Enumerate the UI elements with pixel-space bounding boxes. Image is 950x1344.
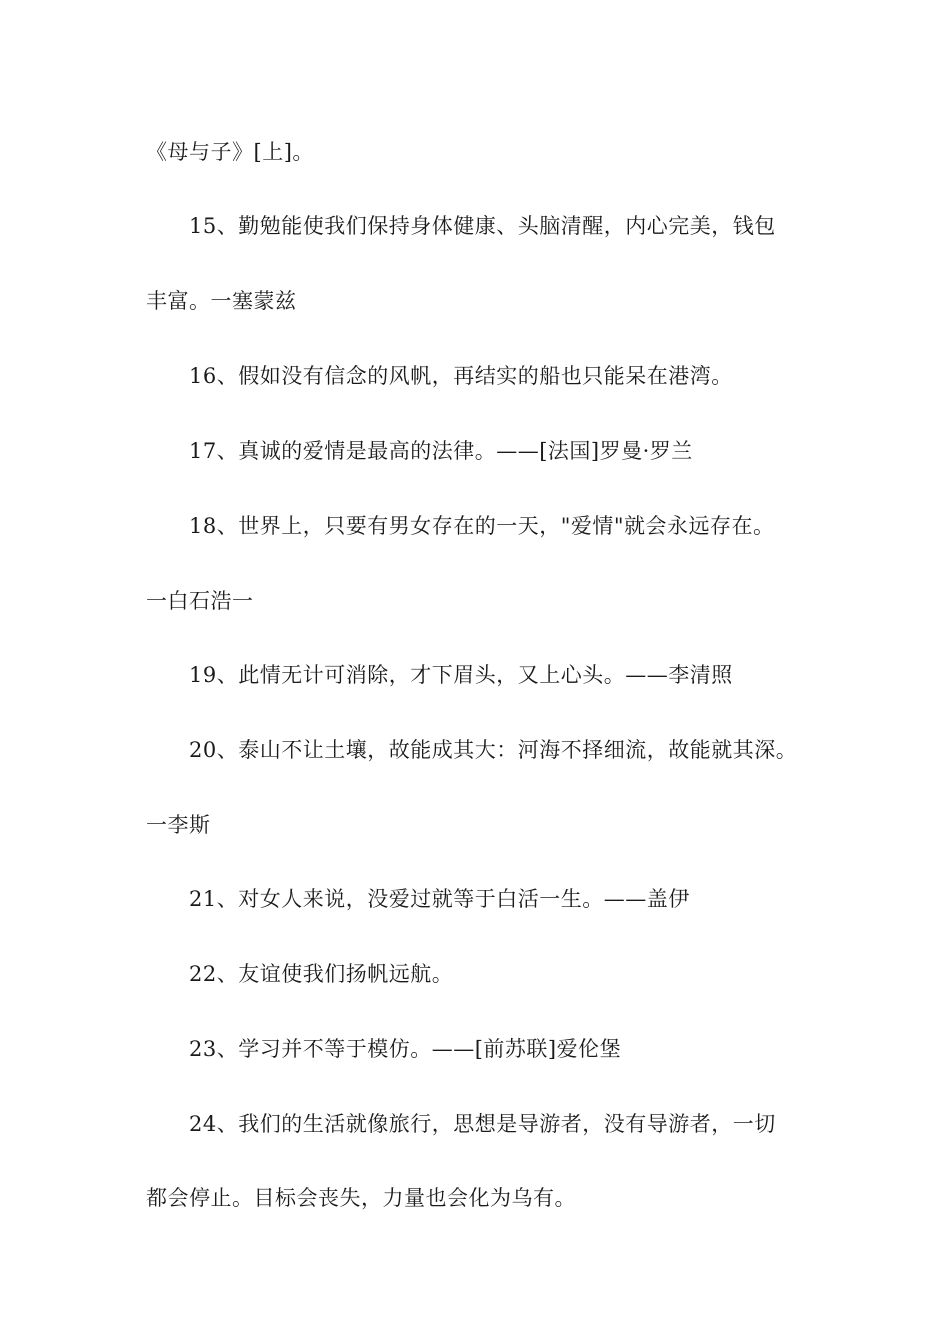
quote-18-continuation: 一白石浩一 — [146, 589, 254, 613]
text-line-continuation: 《母与子》[上]。 — [146, 140, 314, 164]
quote-15-continuation: 丰富。一塞蒙兹 — [146, 289, 297, 313]
quote-17: 17、真诚的爱情是最高的法律。——[法国]罗曼·罗兰 — [189, 439, 693, 463]
quote-23: 23、学习并不等于模仿。——[前苏联]爱伦堡 — [189, 1037, 622, 1061]
quote-22: 22、友谊使我们扬帆远航。 — [189, 962, 454, 986]
quote-20: 20、泰山不让土壤，故能成其大：河海不择细流，故能就其深。 — [189, 738, 798, 762]
quote-21: 21、对女人来说，没爱过就等于白活一生。——盖伊 — [189, 887, 690, 911]
quote-15: 15、勤勉能使我们保持身体健康、头脑清醒，内心完美，钱包 — [189, 214, 776, 238]
quote-18: 18、世界上，只要有男女存在的一天，"爱情"就会永远存在。 — [189, 514, 775, 538]
quote-19: 19、此情无计可消除，才下眉头，又上心头。——李清照 — [189, 663, 733, 687]
quote-24-continuation: 都会停止。目标会丧失，力量也会化为乌有。 — [146, 1186, 576, 1210]
quote-16: 16、假如没有信念的风帆，再结实的船也只能呆在港湾。 — [189, 364, 733, 388]
quote-24: 24、我们的生活就像旅行，思想是导游者，没有导游者，一切 — [189, 1112, 776, 1136]
quote-20-continuation: 一李斯 — [146, 813, 211, 837]
